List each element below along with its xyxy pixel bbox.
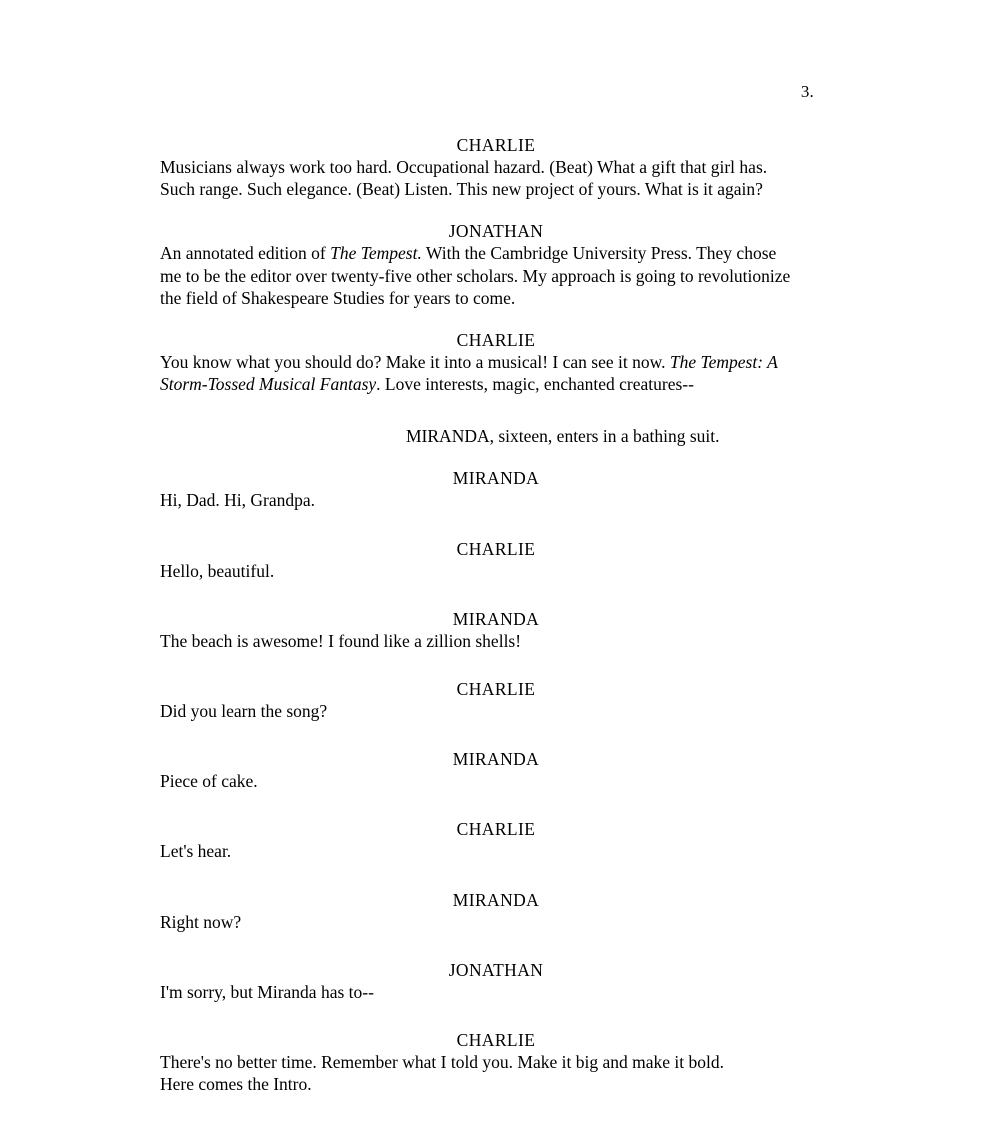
dialogue-line: I'm sorry, but Miranda has to-- <box>160 981 374 1002</box>
dialogue-text-part: You know what you should do? Make it into a musical! I can see it now. <box>160 352 670 373</box>
character-cue: JONATHAN <box>448 221 544 242</box>
dialogue-line: Hello, beautiful. <box>160 560 275 581</box>
character-cue: CHARLIE <box>456 679 536 700</box>
dialogue-line: There's no better time. Remember what I told you. Make it big and make it bold. <box>160 1052 724 1073</box>
spacer <box>160 792 820 818</box>
dialogue-line: The beach is awesome! I found like a zillion shells! <box>160 630 522 651</box>
page-number: 3. <box>800 82 814 101</box>
dialogue-line <box>160 373 820 395</box>
script-body <box>160 134 820 1095</box>
stage-direction: MIRANDA, sixteen, enters in a bathing suit. <box>406 426 720 447</box>
italic-title: The Tempest: A <box>669 352 778 373</box>
dialogue-line: Did you learn the song? <box>160 701 328 722</box>
dialogue-line <box>160 351 820 373</box>
dialogue-line: me to be the editor over twenty-five other scholars. My approach is going to revolutionize <box>160 265 791 286</box>
dialogue-line: Let's hear. <box>160 841 232 862</box>
spacer <box>160 863 820 889</box>
spacer <box>160 582 820 608</box>
dialogue-line: Such range. Such elegance. (Beat) Listen. This new project of yours. What is it again? <box>160 179 763 200</box>
character-cue: MIRANDA <box>452 889 540 910</box>
character-cue: CHARLIE <box>456 135 536 155</box>
character-cue: CHARLIE <box>456 330 536 351</box>
spacer <box>160 395 820 425</box>
dialogue-line: Hi, Dad. Hi, Grandpa. <box>160 490 316 511</box>
character-cue: JONATHAN <box>448 959 544 980</box>
character-cue: MIRANDA <box>452 749 540 770</box>
dialogue-line: Piece of cake. <box>160 771 258 792</box>
spacer <box>160 1003 820 1029</box>
dialogue-text-part: With the Cambridge University Press. They chose <box>421 243 777 264</box>
spacer <box>160 933 820 959</box>
dialogue-text-part: . Love interests, magic, enchanted creatures-- <box>376 374 694 395</box>
dialogue-line: the field of Shakespeare Studies for years to come. <box>160 287 516 308</box>
spacer <box>160 512 820 538</box>
character-cue: CHARLIE <box>456 1030 536 1051</box>
dialogue-line <box>160 242 820 264</box>
dialogue-line: Right now? <box>160 911 242 932</box>
dialogue-text-part: An annotated edition of <box>160 243 331 264</box>
italic-title: The Tempest. <box>330 243 422 264</box>
spacer <box>160 652 820 678</box>
spacer <box>160 200 820 220</box>
character-cue: CHARLIE <box>456 538 536 559</box>
italic-title: Storm-Tossed Musical Fantasy <box>160 374 377 395</box>
spacer <box>160 447 820 467</box>
spacer <box>160 722 820 748</box>
spacer <box>160 309 820 329</box>
character-cue: MIRANDA <box>452 608 540 629</box>
dialogue-line: Musicians always work too hard. Occupational hazard. (Beat) What a gift that girl has. <box>160 157 768 177</box>
dialogue-line: Here comes the Intro. <box>160 1074 312 1095</box>
character-cue: MIRANDA <box>452 468 540 489</box>
character-cue: CHARLIE <box>456 819 536 840</box>
